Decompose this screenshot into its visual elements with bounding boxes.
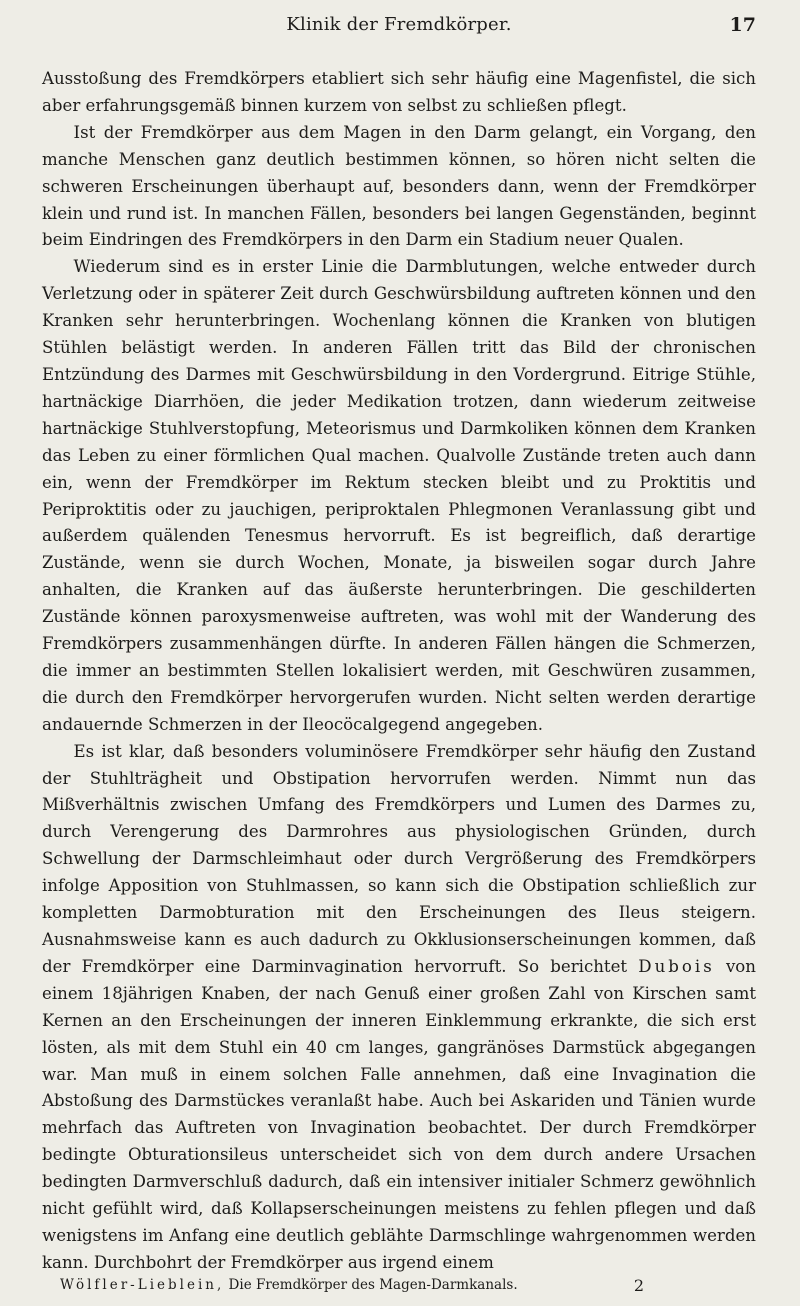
footer-book-title: Die Fremdkörper des Magen-Darmkanals.	[228, 1276, 518, 1293]
paragraph-4-text-after: von einem 18jährigen Knaben, der nach Genuß einer großen Zahl von Kirschen samt Kernen an den Erscheinungen der inneren Einklemmung erkrankte, die sich erst lösten, als mit dem Stuhl ein 40 cm langes, gangränöses Darmstück abgegangen war. Man muß in einem solchen Falle annehmen, daß eine Invagination die Abstoßung des Darmstückes veranlaßt habe. Auch bei Askariden und Tänien wurde mehrfach das Auftreten von Invagination beobachtet. Der durch Fremdkörper bedingte Obturationsileus unterscheidet sich von dem durch andere Ursachen bedingten Darmverschluß dadurch, daß ein intensiver initialer Schmerz gewöhnlich nicht gefühlt wird, daß Kollapserscheinungen meistens zu fehlen pflegen und daß wenigstens im Anfang eine deutlich geblähte Darmschlinge wahrgenommen werden kann. Durchbohrt der Fremdkörper aus irgend einem	[42, 956, 756, 1272]
paragraph-4	[42, 739, 756, 1277]
signature-mark: 2	[633, 1275, 644, 1295]
paragraph-2: Ist der Fremdkörper aus dem Magen in den Darm gelangt, ein Vorgang, den manche Menschen ganz deutlich bestimmen können, so hören nicht selten die schweren Erscheinungen überhaupt auf, besonders dann, wenn der Fremdkörper klein und rund ist. In manchen Fällen, besonders bei langen Gegenständen, beginnt beim Eindringen des Fremdkörpers in den Darm ein Stadium neuer Qualen.	[42, 122, 756, 250]
author-name-dubois: Dubois	[638, 956, 715, 976]
footer-citation	[60, 1277, 518, 1293]
running-head-title: Klinik der Fremdkörper.	[286, 14, 512, 35]
paragraph-4-text-before: Es ist klar, daß besonders voluminösere Fremdkörper sehr häufig den Zustand der Stuhlträgheit und Obstipation hervorrufen werden. Nimmt nun das Mißverhältnis zwischen Umfang des Fremdkörpers und Lumen des Darmes zu, durch Verengerung des Darmrohres aus physiologischen Gründen, durch Schwellung der Darmschleimhaut oder durch Vergrößerung des Fremdkörpers infolge Apposition von Stuhlmassen, so kann sich die Obstipation schließlich zur kompletten Darmobturation mit den Erscheinungen des Ileus steigern. Ausnahmsweise kann es auch dadurch zu Okklusionserscheinungen kommen, daß der Fremdkörper eine Darminvagination hervorruft. So berichtet	[42, 741, 756, 976]
body-text	[42, 66, 756, 1277]
running-head	[42, 14, 756, 54]
footer-author: Wölfler-Lieblein,	[60, 1276, 225, 1293]
page-number: 17	[729, 14, 756, 36]
page-footer	[42, 1277, 756, 1301]
paragraph-1: Ausstoßung des Fremdkörpers etabliert sich sehr häufig eine Magenfistel, die sich aber erfahrungsgemäß binnen kurzem von selbst zu schließen pflegt.	[42, 69, 756, 115]
paragraph-3: Wiederum sind es in erster Linie die Darmblutungen, welche entweder durch Verletzung oder in späterer Zeit durch Geschwürsbildung auftreten können und den Kranken sehr herunterbringen. Wochenlang können die Kranken von blutigen Stühlen belästigt werden. In anderen Fällen tritt das Bild der chronischen Entzündung des Darmes mit Geschwürsbildung in den Vordergrund. Eitrige Stühle, hartnäckige Diarrhöen, die jeder Medikation trotzen, dann wiederum zeitweise hartnäckige Stuhlverstopfung, Meteorismus und Darmkoliken können dem Kranken das Leben zu einer förmlichen Qual machen. Qualvolle Zustände treten auch dann ein, wenn der Fremdkörper im Rektum stecken bleibt und zu Proktitis und Periproktitis oder zu jauchigen, periproktalen Phlegmonen Veranlassung gibt und außerdem quälenden Tenesmus hervorruft. Es ist begreiflich, daß derartige Zustände, wenn sie durch Wochen, Monate, ja bisweilen sogar durch Jahre anhalten, die Kranken auf das äußerste herunterbringen. Die geschilderten Zustände können paroxysmenweise auftreten, was wohl mit der Wanderung des Fremdkörpers zusammenhängen dürfte. In anderen Fällen hängen die Schmerzen, die immer an bestimmten Stellen lokalisiert werden, mit Geschwüren zusammen, die durch den Fremdkörper hervorgerufen wurden. Nicht selten werden derartige andauernde Schmerzen in der Ileocöcalgegend angegeben.	[42, 257, 756, 734]
